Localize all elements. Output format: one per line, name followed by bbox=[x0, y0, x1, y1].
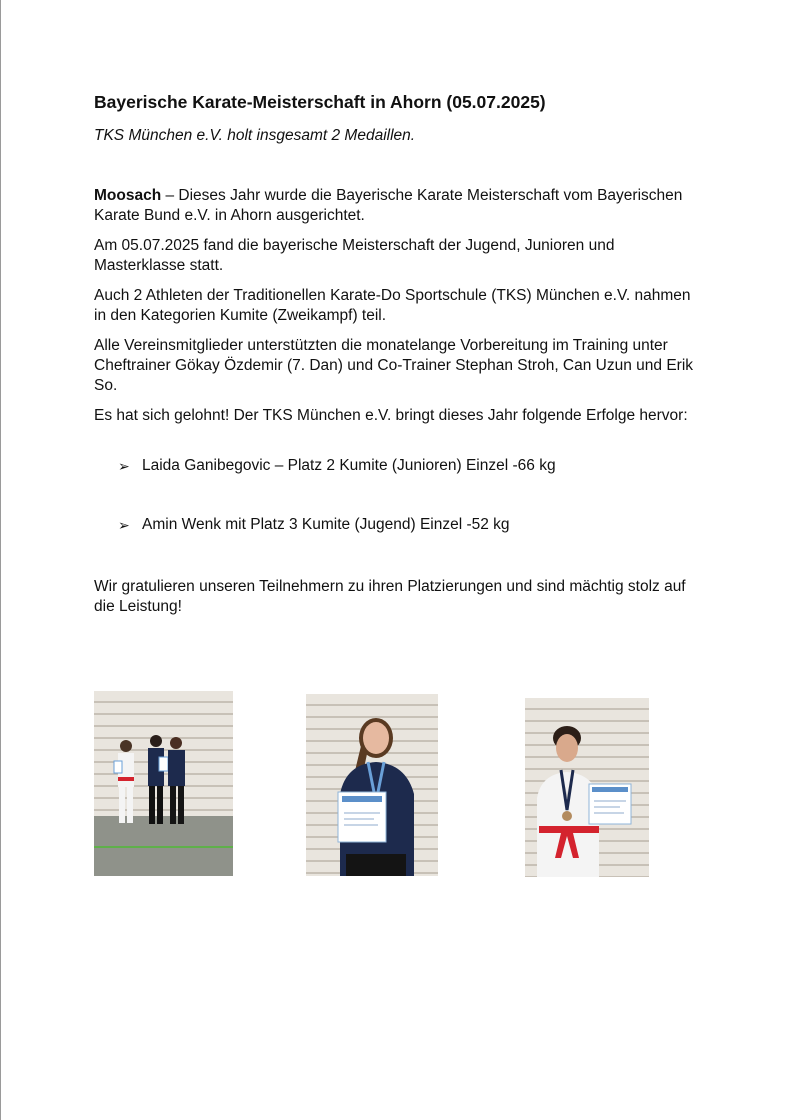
paragraph: Es hat sich gelohnt! Der TKS München e.V. bringt dieses Jahr folgende Erfolge hervor: bbox=[94, 407, 688, 424]
paragraph: Am 05.07.2025 fand die bayerische Meisterschaft der Jugend, Junioren und Masterklasse statt. bbox=[94, 237, 615, 274]
athlete-photo-laida bbox=[306, 694, 438, 876]
group-photo bbox=[94, 691, 233, 876]
arrow-bullet-icon: ➢ bbox=[118, 517, 130, 533]
athlete-photo-amin bbox=[525, 698, 649, 877]
page-title: Bayerische Karate-Meisterschaft in Ahorn (05.07.2025) bbox=[94, 92, 546, 112]
page-edge bbox=[0, 0, 1, 1120]
document-body bbox=[94, 90, 704, 627]
paragraph: Auch 2 Athleten der Traditionellen Karate-Do Sportschule (TKS) München e.V. nahmen in den Kategorien Kumite (Zweikampf) teil. bbox=[94, 287, 691, 324]
closing-paragraph: Wir gratulieren unseren Teilnehmern zu ihren Platzierungen und sind mächtig stolz auf die Leistung! bbox=[94, 578, 686, 615]
subtitle: TKS München e.V. holt insgesamt 2 Medaillen. bbox=[94, 127, 416, 144]
intro-paragraph bbox=[94, 186, 704, 226]
results-list bbox=[94, 456, 704, 535]
intro-location: Moosach bbox=[94, 187, 162, 204]
result-item bbox=[94, 456, 704, 476]
result-text: Amin Wenk mit Platz 3 Kumite (Jugend) Einzel -52 kg bbox=[142, 516, 510, 533]
intro-text: – Dieses Jahr wurde die Bayerische Karate Meisterschaft vom Bayerischen Karate Bund e.V. in Ahorn ausgerichtet. bbox=[94, 187, 683, 224]
arrow-bullet-icon: ➢ bbox=[118, 458, 130, 474]
result-item bbox=[94, 515, 704, 535]
result-text: Laida Ganibegovic – Platz 2 Kumite (Junioren) Einzel -66 kg bbox=[142, 457, 556, 474]
paragraph: Alle Vereinsmitglieder unterstützten die monatelange Vorbereitung im Training unter Cheftrainer Gökay Özdemir (7. Dan) und Co-Trainer Stephan Stroh, Can Uzun und Erik So. bbox=[94, 337, 694, 394]
